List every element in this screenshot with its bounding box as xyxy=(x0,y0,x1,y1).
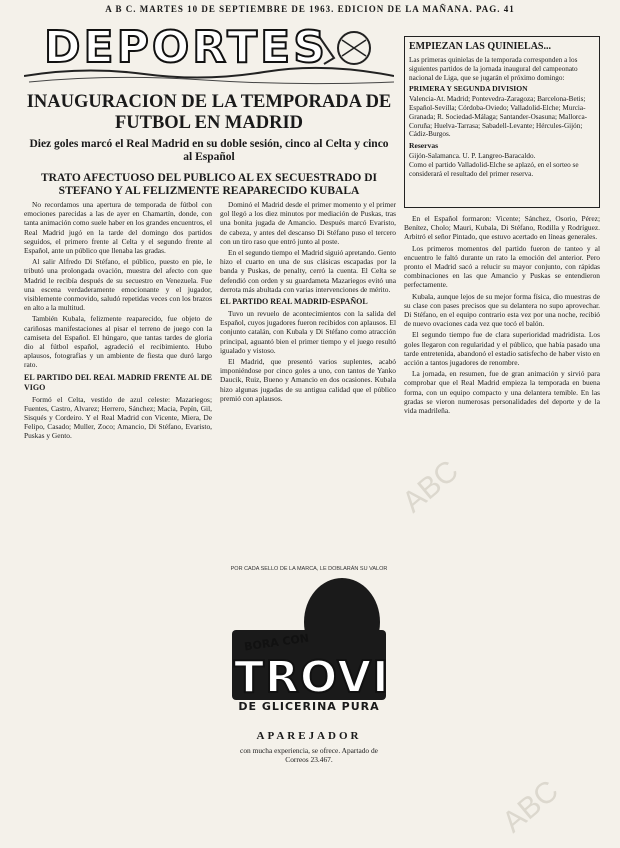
paragraph: La jornada, en resumen, fue de gran animación y sirvió para comprobar que el Real Madrid empieza la temporada en buena forma, con un equipo compacto y una delantera temible. En las gradas se vieron numerosas personalidades del deporte y de la vida madrileña. xyxy=(404,369,600,416)
advertisement xyxy=(222,560,396,800)
quinielas-box xyxy=(404,36,600,208)
paragraph: El Madrid, que presentó varios suplentes, acabó imponiéndose por cinco goles a uno, con tantos de Yanko Daucik, Ruiz, Bueno y Amancio en dos ocasiones. Kubala hizo algunas jugadas de su antigua calidad que el público premió con aplausos. xyxy=(220,357,396,403)
paragraph: En el Español formaron: Vicente; Sánchez, Osorio, Pérez; Benítez, Cholo; Mauri, Kubala, Di Stéfano, Rodilla y Rodríguez. Arbitró el señor Pintado, que estuvo acertado en líneas generales. xyxy=(404,214,600,242)
subheadline: Diez goles marcó el Real Madrid en su doble sesión, cinco al Celta y cinco al Español xyxy=(29,138,389,163)
banner-title: DEPORTES xyxy=(44,22,328,73)
article-column-3 xyxy=(404,214,600,824)
box-subheading: PRIMERA Y SEGUNDA DIVISION xyxy=(409,84,528,94)
section-heading: EL PARTIDO REAL MADRID-ESPAÑOL xyxy=(220,297,368,307)
paragraph: Dominó el Madrid desde el primer momento y el primer gol llegó a los diez minutos por mediación de Puskas, tras una bonita jugada de Amancio. Después marcó Evaristo, de cabeza, y antes del descanso Di Stéfano puso el tercero con un tiro raso que entró junto al poste. xyxy=(220,200,396,246)
paragraph: Tuvo un revuelo de acontecimientos con la salida del Español, cuyos jugadores fueron recibidos con aplausos. El conjunto catalán, con Kubala y Di Stéfano como atracción principal, aguantó bien el primer tiempo y el juego resultó igualado y vistoso. xyxy=(220,309,396,355)
paragraph: Los primeros momentos del partido fueron de tanteo y al encuentro le faltó durante un rato la emoción del anterior. Pero pronto el Madrid sacó a relucir su mayor conjunto, con rápidas combinaciones en las que Amancio y Puskas se entendieron perfectamente. xyxy=(404,243,600,290)
box-title: EMPIEZAN LAS QUINIELAS... xyxy=(409,41,551,52)
ad-tagline: DE GLICERINA PURA xyxy=(238,700,380,713)
paragraph: No recordamos una apertura de temporada de fútbol con emociones parecidas a las de ayer en Chamartín, donde, con tanta animación como suele haber en los grandes encuentros, el Real Madrid jugó en la tarde del domingo dos partidos seguidos, el primero frente al Celta y el segundo frente al Español, ante un público que llenaba las gradas. xyxy=(24,200,212,256)
paragraph: Al salir Alfredo Di Stéfano, el público, puesto en pie, le tributó una prolongada ovación, muestra del afecto con que Madrid le recibía después de su secuestro en Venezuela. Fue una escena verdaderamente emocionante y el jugador, visiblemente conmovido, saludó repetidas veces con los brazos en alto a la multitud. xyxy=(24,257,212,313)
ad-brand: TROVI xyxy=(234,652,390,703)
ad-small-print: POR CADA SELLO DE LA MARCA, LE DOBLARÁN SU VALOR xyxy=(230,566,388,572)
article-column-1 xyxy=(24,200,212,820)
classified-heading: APAREJADOR xyxy=(256,730,362,742)
paragraph: Kubala, aunque lejos de su mejor forma física, dio muestras de su clase con pases precisos que su delantera no supo aprovechar. Di Stéfano, en el equipo contrario esta vez por una noche, recibió de nuevo ovaciones cada vez que tocó el balón. xyxy=(404,291,600,329)
subheadline-secondary: TRATO AFECTUOSO DEL PUBLICO AL EX SECUESTRADO DI STEFANO Y AL FELIZMENTE REAPARECIDO KUBALA xyxy=(40,172,378,197)
watermark: ABC xyxy=(496,774,565,840)
box-intro: Las primeras quinielas de la temporada corresponden a los siguientes partidos de la jornada inaugural del campeonato nacional de Liga, que se jugarán el próximo domingo: xyxy=(409,56,578,82)
section-banner xyxy=(24,18,394,88)
paragraph: En el segundo tiempo el Madrid siguió apretando. Gento hizo el cuarto en una de sus clásicas escapadas por la banda y Puskas, de penalty, cerró la cuenta. El Celta se defendió con orden y su guardameta Mazariegos evitó una derrota más abultada con varias intervenciones de mérito. xyxy=(220,248,396,294)
box-note: Como el partido Valladolid-Elche se aplazó, en el sorteo se considerará el resultado del primer reserva. xyxy=(409,160,579,178)
box-reserves: Gijón-Salamanca. U. P. Langreo-Baracaldo. xyxy=(409,151,536,160)
classified-body: con mucha experiencia, se ofrece. Apartado de Correos 23.467. xyxy=(240,746,378,764)
main-headline: INAUGURACION DE LA TEMPORADA DE FUTBOL EN MADRID xyxy=(26,92,392,133)
box-subheading-reserves: Reservas xyxy=(409,141,439,151)
box-matches: Valencia-At. Madrid; Pontevedra-Zaragoza; Barcelona-Betis; Español-Sevilla; Córdoba-Oviedo; Valladolid-Elche; Murcia-Granada; R. Sociedad-Málaga; Santander-Osasuna; Mallorca-Coruña; Huelva-Tarrasa; Sabadell-Levante; Hércules-Gijón; Cádiz-Burgos. xyxy=(409,95,588,139)
paragraph: El segundo tiempo fue de clara superioridad madridista. Los goles llegaron con regularidad y el público, que había pasado una tarde entretenida, abandonó el estadio satisfecho de haber visto en acción a tantos jugadores de renombre. xyxy=(404,330,600,368)
paragraph: Formó el Celta, vestido de azul celeste: Mazariegos; Fuentes, Castro, Alvarez; Herrero, Sánchez; Macia, Pepín, Gil, Sisqués y Cordeiro. Y el Real Madrid con Vicente, Miera, De Felipo, Casado; Muller, Zoco; Amancio, Di Stéfano, Evaristo, Puskas y Gento. xyxy=(24,394,212,441)
watermark: ABC xyxy=(396,454,465,520)
ad-slogan: BORA CON xyxy=(243,631,310,654)
page-header: A B C. MARTES 10 DE SEPTIEMBRE DE 1963. EDICION DE LA MAÑANA. PAG. 41 xyxy=(105,4,515,14)
article-column-2 xyxy=(220,200,396,552)
paragraph: También Kubala, felizmente reaparecido, fue objeto de cariñosas manifestaciones al pisar el terreno de juego con la camiseta del Español. El húngaro, que tantas tardes de gloria dio al fútbol español, agradeció el recibimiento. Hubo aplausos, fotografías y un ambiente de fiesta que duró largo rato. xyxy=(24,314,212,370)
section-heading: EL PARTIDO DEL REAL MADRID FRENTE AL DE VIGO xyxy=(24,372,212,392)
